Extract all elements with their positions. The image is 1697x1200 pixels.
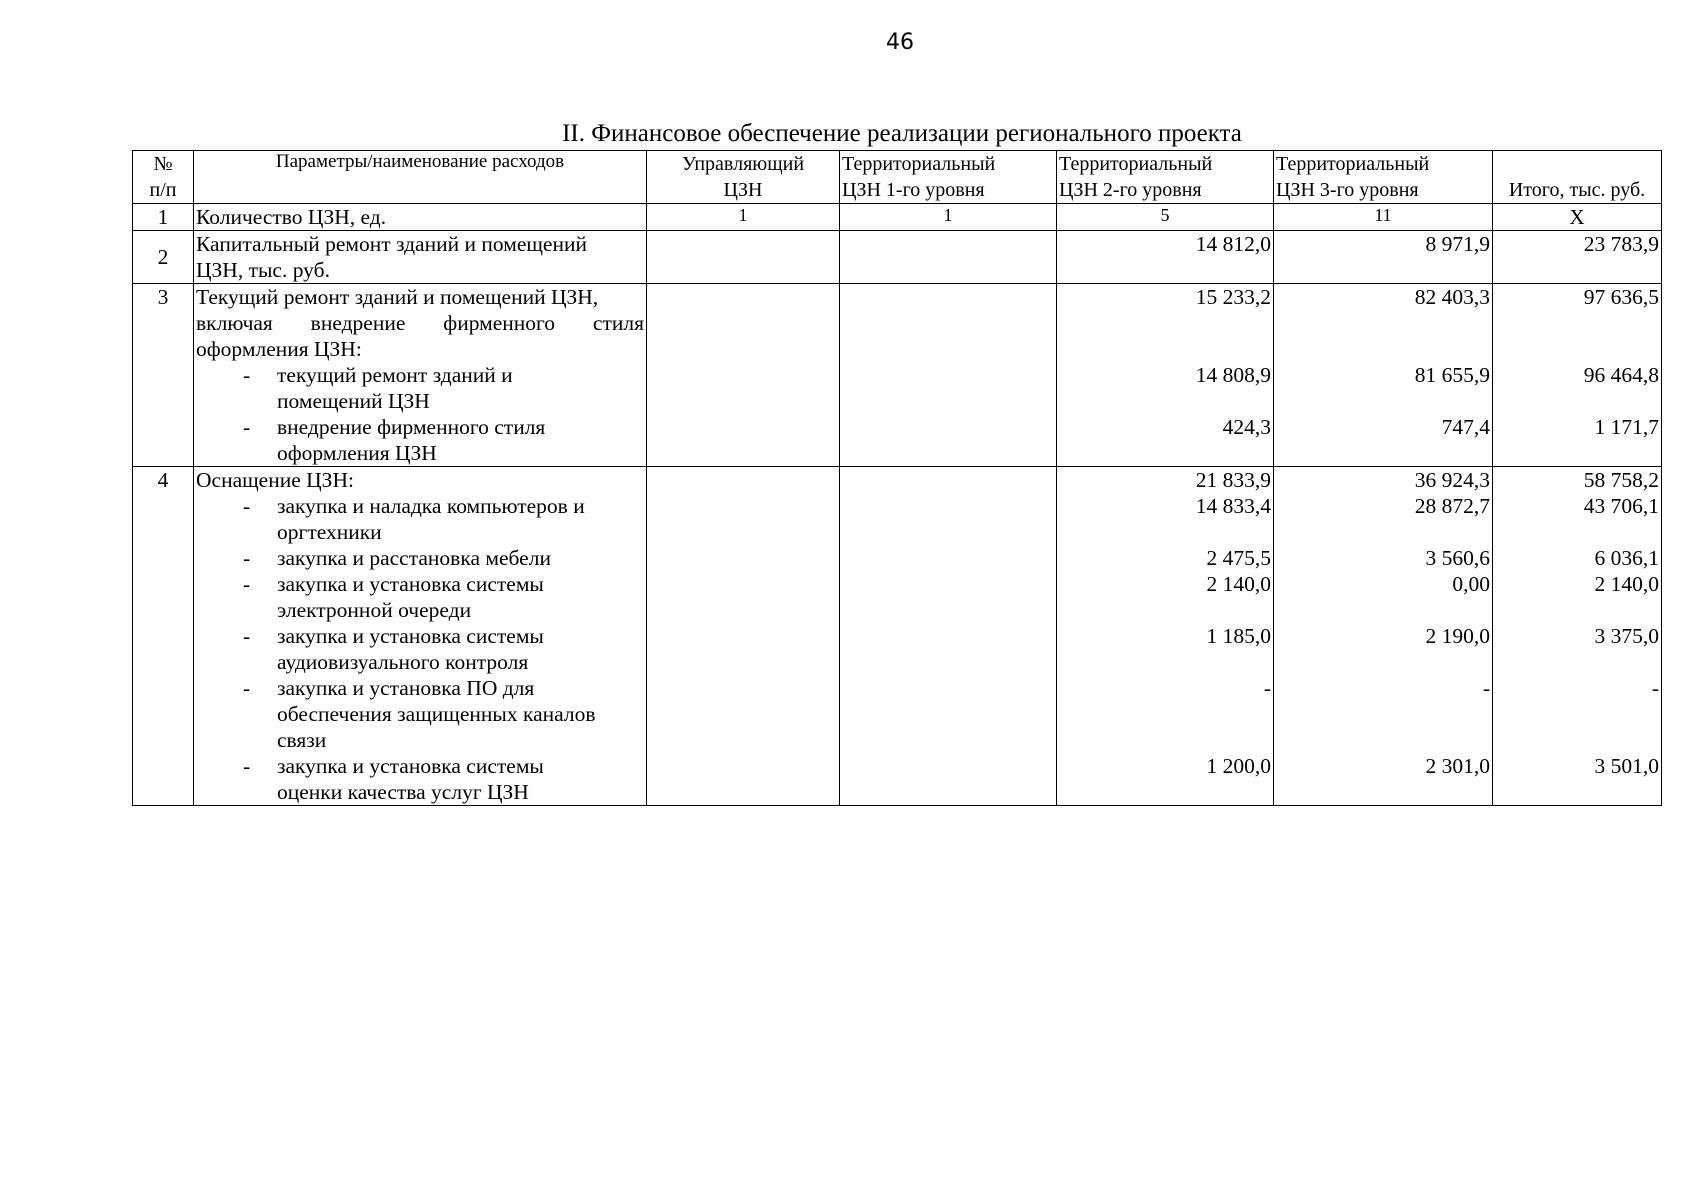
sub-item: - внедрение фирменного стиля оформления ЦЗН	[243, 415, 546, 465]
header-total: Итого, тыс. руб.	[1493, 151, 1662, 204]
sub-item-dash: -	[243, 546, 251, 570]
page-number: 46	[886, 30, 914, 55]
cell-t2: 15 233,2 14 808,9 424,3	[1057, 284, 1274, 467]
row-num: 4	[133, 467, 194, 806]
cell-t3: 36 924,3 28 872,7 3 560,6 0,00 2 190,0 - 2 301,0	[1274, 467, 1493, 806]
row-name: Оснащение ЦЗН: - закупка и наладка компьютеров и оргтехники - закупка и расстановка мебели - закупка и установка системы электронной очереди - закупка и установка системы аудиовизуального контроля - закупка и установка ПО для обеспечения защищенных каналов связи - закупка и установка системы оценки качества услуг ЦЗН	[194, 467, 647, 806]
sub-item: - закупка и установка ПО для обеспечения защищенных каналов связи	[243, 676, 596, 752]
header-t3: Территориальный ЦЗН 3-го уровня	[1274, 151, 1493, 204]
table-row	[133, 284, 1662, 467]
cell-upr: 1	[647, 204, 840, 231]
sub-item-dash: -	[243, 676, 251, 700]
cell-t1: 1	[840, 204, 1057, 231]
table-row	[133, 204, 1662, 231]
cell-t2: 5	[1057, 204, 1274, 231]
sub-item-dash: -	[243, 415, 251, 439]
sub-item-dash: -	[243, 494, 251, 518]
sub-item: - закупка и установка системы аудиовизуального контроля	[243, 624, 544, 674]
sub-item-dash: -	[243, 572, 251, 596]
sub-item: - закупка и наладка компьютеров и оргтехники	[243, 494, 585, 544]
sub-item-dash: -	[243, 754, 251, 778]
table-row	[133, 231, 1662, 284]
row-num: 3	[133, 284, 194, 467]
header-num: № п/п	[133, 151, 194, 204]
header-name: Параметры/наименование расходов	[194, 151, 647, 204]
sub-item-dash: -	[243, 624, 251, 648]
header-upr: Управляющий ЦЗН	[647, 151, 840, 204]
cell-upr	[647, 231, 840, 284]
sub-item-dash: -	[243, 363, 251, 387]
sub-item: - закупка и установка системы электронной очереди	[243, 572, 544, 622]
cell-total: 58 758,2 43 706,1 6 036,1 2 140,0 3 375,0 - 3 501,0	[1493, 467, 1662, 806]
cell-t1	[840, 231, 1057, 284]
cell-upr	[647, 284, 840, 467]
sub-item: - закупка и установка системы оценки качества услуг ЦЗН	[243, 754, 544, 804]
row-name: Текущий ремонт зданий и помещений ЦЗН, включая внедрение фирменного стиля оформления ЦЗН: - текущий ремонт зданий и помещений ЦЗН - внедрение фирменного стиля оформления ЦЗН	[194, 284, 647, 467]
table-header-row	[133, 151, 1662, 204]
cell-t2: 21 833,9 14 833,4 2 475,5 2 140,0 1 185,0 - 1 200,0	[1057, 467, 1274, 806]
row-num: 2	[133, 231, 194, 284]
sub-item: - закупка и расстановка мебели	[243, 546, 551, 570]
cell-t3: 82 403,3 81 655,9 747,4	[1274, 284, 1493, 467]
header-t1: Территориальный ЦЗН 1-го уровня	[840, 151, 1057, 204]
cell-total: 97 636,5 96 464,8 1 171,7	[1493, 284, 1662, 467]
cell-t3: 8 971,9	[1274, 231, 1493, 284]
row-name: Капитальный ремонт зданий и помещений ЦЗН, тыс. руб.	[194, 231, 647, 284]
cell-t2: 14 812,0	[1057, 231, 1274, 284]
row-name: Количество ЦЗН, ед.	[194, 204, 647, 231]
cell-t3: 11	[1274, 204, 1493, 231]
sub-item: - текущий ремонт зданий и помещений ЦЗН	[243, 363, 513, 413]
cell-t1	[840, 284, 1057, 467]
cell-total: 23 783,9	[1493, 231, 1662, 284]
header-t2: Территориальный ЦЗН 2-го уровня	[1057, 151, 1274, 204]
row-num: 1	[133, 204, 194, 231]
cell-total: Х	[1493, 204, 1662, 231]
cell-upr	[647, 467, 840, 806]
cell-t1	[840, 467, 1057, 806]
table-title: II. Финансовое обеспечение реализации регионального проекта	[562, 120, 1242, 147]
financing-table	[132, 150, 1662, 806]
table-row	[133, 467, 1662, 806]
